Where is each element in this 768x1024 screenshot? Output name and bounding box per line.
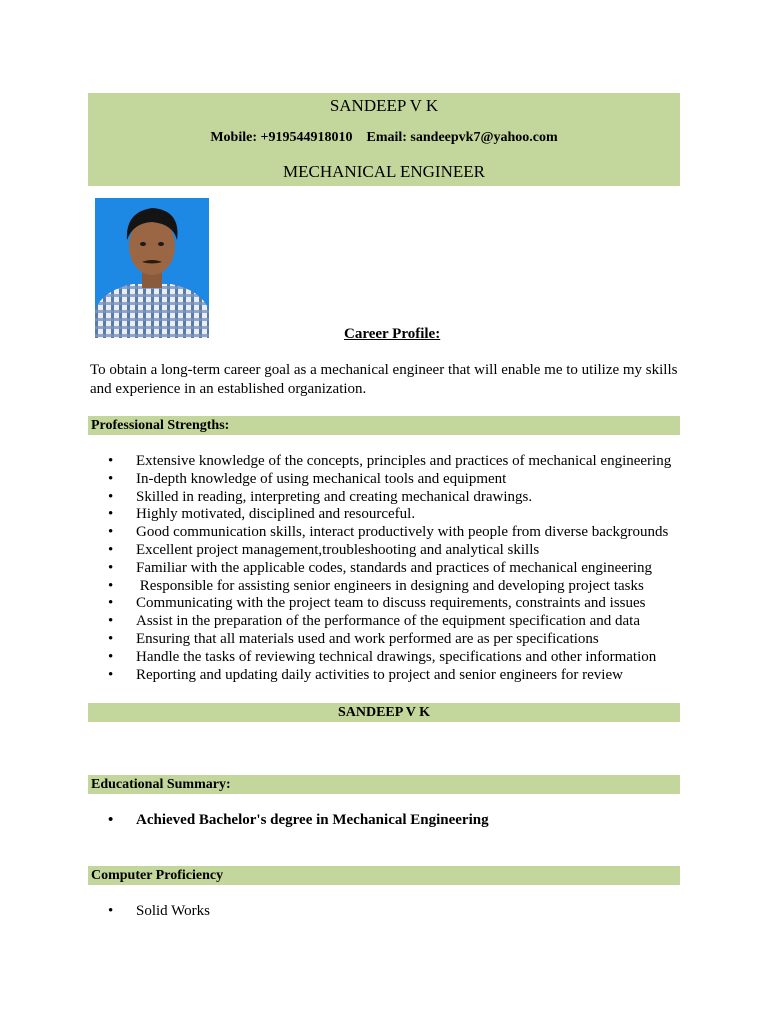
- mobile-number: Mobile: +919544918010: [210, 130, 353, 145]
- person-photo-icon: [95, 198, 209, 338]
- job-title: MECHANICAL ENGINEER: [283, 162, 485, 181]
- list-item: • Handle the tasks of reviewing technical drawings, specifications and other information: [108, 649, 708, 667]
- strengths-heading: Professional Strengths:: [91, 418, 230, 433]
- list-item: • Solid Works: [108, 903, 708, 921]
- profile-photo: [95, 198, 209, 338]
- career-profile-text: To obtain a long-term career goal as a mechanical engineer that will enable me to utilize my skills and experience in an established organization.: [90, 362, 678, 397]
- career-profile-heading: Career Profile:: [344, 326, 441, 342]
- education-heading: Educational Summary:: [91, 777, 231, 792]
- email-address: Email: sandeepvk7@yahoo.com: [366, 130, 558, 145]
- contact-line: [88, 129, 680, 147]
- education-list: [108, 812, 708, 830]
- computer-heading-band: [88, 866, 680, 885]
- list-item: • Achieved Bachelor's degree in Mechanical Engineering: [108, 812, 708, 830]
- list-item: • Assist in the preparation of the performance of the equipment specification and data: [108, 613, 708, 631]
- list-item: • In-depth knowledge of using mechanical tools and equipment: [108, 471, 708, 489]
- name-band-text: SANDEEP V K: [337, 705, 431, 720]
- list-item: • Skilled in reading, interpreting and creating mechanical drawings.: [108, 489, 708, 507]
- list-item: • Responsible for assisting senior engineers in designing and developing project tasks: [108, 578, 708, 596]
- strengths-list: [108, 453, 708, 684]
- list-item: • Extensive knowledge of the concepts, principles and practices of mechanical engineering: [108, 453, 708, 471]
- computer-list: [108, 903, 708, 921]
- name-band: [88, 703, 680, 722]
- candidate-name: SANDEEP V K: [329, 96, 439, 115]
- computer-heading: Computer Proficiency: [91, 868, 224, 883]
- list-item: • Highly motivated, disciplined and resourceful.: [108, 506, 708, 524]
- list-item: • Familiar with the applicable codes, standards and practices of mechanical engineering: [108, 560, 708, 578]
- list-item: • Communicating with the project team to discuss requirements, constraints and issues: [108, 595, 708, 613]
- list-item: • Excellent project management,troubleshooting and analytical skills: [108, 542, 708, 560]
- list-item: • Good communication skills, interact productively with people from diverse backgrounds: [108, 524, 708, 542]
- education-heading-band: [88, 775, 680, 794]
- list-item: • Reporting and updating daily activities to project and senior engineers for review: [108, 667, 708, 685]
- strengths-heading-band: [88, 416, 680, 435]
- list-item: • Ensuring that all materials used and work performed are as per specifications: [108, 631, 708, 649]
